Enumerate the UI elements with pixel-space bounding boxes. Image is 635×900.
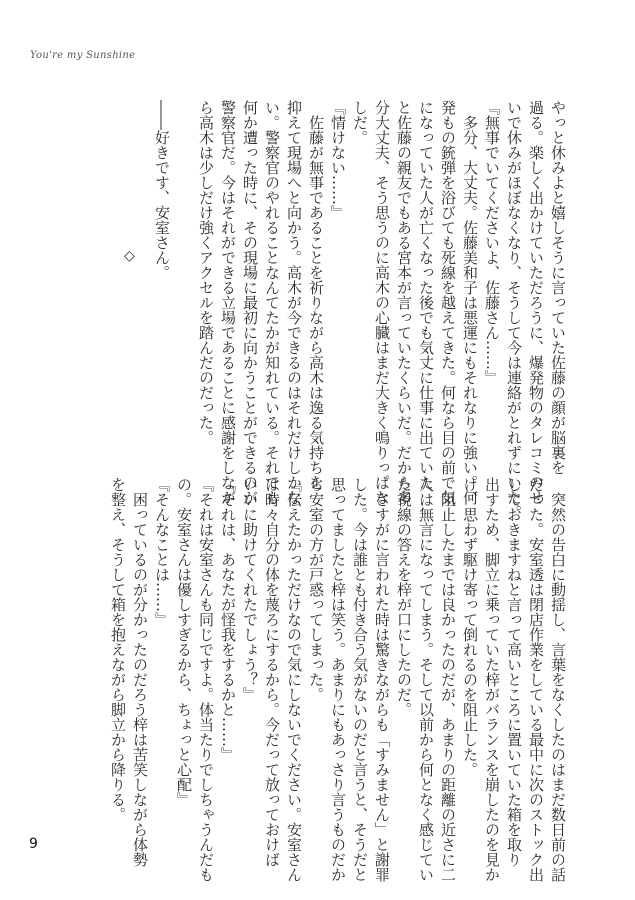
text-line: 『それは、あなたが怪我をするかと……』 <box>219 477 237 762</box>
text-line: 『伝えたかっただけなので気にしないでください。安室さん <box>285 477 303 882</box>
text-line: だった。安室透は閉店作業をしている最中に次のストック出 <box>527 477 545 882</box>
text-line: た視線の答えを梓が口にしたのだ。 <box>395 477 413 717</box>
text-line: 阻止したまでは良かったのだが、あまりの距離の近さに二 <box>439 477 457 882</box>
running-header: You're my Sunshine <box>30 50 136 61</box>
text-line: 人は無言になってしまう。そして以前から何となく感じてい <box>417 477 435 882</box>
text-line: しておきますねと言って高いところに置いていた箱を取り <box>505 477 523 867</box>
text-line: 出すため、脚立に乗っていた梓がバランスを崩したのを見か <box>483 477 501 882</box>
text-line: を整え、そうして箱を抱えながら脚立から降りる。 <box>109 477 127 822</box>
text-line: さすがに言われた時は驚きながらも「すみません」と謝罪 <box>373 477 391 882</box>
text-line: 警察官だ。今はそれができる立場であることに感謝をしなが <box>219 100 237 505</box>
text-line: い。警察官のやれることなんてたかが知れている。それでも <box>263 100 281 505</box>
text-line: 多分、大丈夫。佐藤美和子は悪運にもそれなりに強い。何 <box>461 100 479 505</box>
text-line: 佐藤が無事であることを祈りながら高木は逸る気持ちを <box>307 100 325 490</box>
text-line: 分大丈夫、そう思うのに高木の心臓はまだ大きく鳴りっぱな <box>373 100 391 505</box>
text-line: 『それは安室さんも同じですよ。体当たりでしちゃうんだも <box>197 477 215 882</box>
text-line: 発もの銃弾を浴びても死線を越えてきた。何なら目の前で気 <box>439 100 457 505</box>
text-line: 『情けない……』 <box>329 100 347 220</box>
text-line: しだ。 <box>351 100 369 145</box>
text-line-closing: ――好きです、安室さん。 <box>153 100 171 280</box>
text-line: 過る。楽しく出かけていただろうに、爆発物のタレコミのせ <box>527 100 545 505</box>
text-line: け、思わず駆け寄って倒れるのを阻止した。 <box>461 477 479 777</box>
text-line: 抑えて現場へと向かう。高木が今できるのはそれだけしかな <box>285 100 303 505</box>
text-line: になっていた人が亡くなった後でも気丈に仕事に出ていた <box>417 100 435 490</box>
text-line: 思ってましたと梓は笑う。あまりにもあっさり言うものだか <box>329 477 347 882</box>
text-line: ら高木は少しだけ強くアクセルを踏んだのだった。 <box>197 100 215 445</box>
bottom-text-block <box>89 477 569 882</box>
text-line: 困っているのが分かったのだろう梓は苦笑しながら体勢 <box>131 477 149 867</box>
text-line: 『そんなことは……』 <box>153 477 171 627</box>
text-line: の。安室さんは優しすぎるから、ちょっと心配』 <box>175 477 193 807</box>
text-line: は時々自分の体を蔑ろにするから。今だって放っておけば <box>263 477 281 867</box>
text-line: した。今は誰とも付き合う気がないのだと言うと、そうだと <box>351 477 369 882</box>
text-line: やっと休みよと嬉しそうに言っていた佐藤の顔が脳裏を <box>549 100 567 475</box>
section-divider-diamond: ◇ <box>124 248 135 264</box>
text-line: ら安室の方が戸惑ってしまった。 <box>307 477 325 702</box>
text-line: 『無事でいてくださいよ、佐藤さん……』 <box>483 100 501 385</box>
top-text-block <box>89 100 569 520</box>
spacer <box>173 100 195 445</box>
text-line: と佐藤の親友でもある宮本が言っていたくらいだ。だから多 <box>395 100 413 505</box>
text-line: いで休みがほぼなくなり、そうして今は連絡がとれずにいた。 <box>505 100 523 520</box>
text-line: 突然の告白に動揺し、言葉をなくしたのはまだ数日前の話 <box>549 477 567 882</box>
text-line: いいに助けてくれたでしょう？』 <box>241 477 259 702</box>
text-line: 何か遭った時に、その現場に最初に向かうことができるのが <box>241 100 259 505</box>
page-number: 9 <box>29 836 38 852</box>
